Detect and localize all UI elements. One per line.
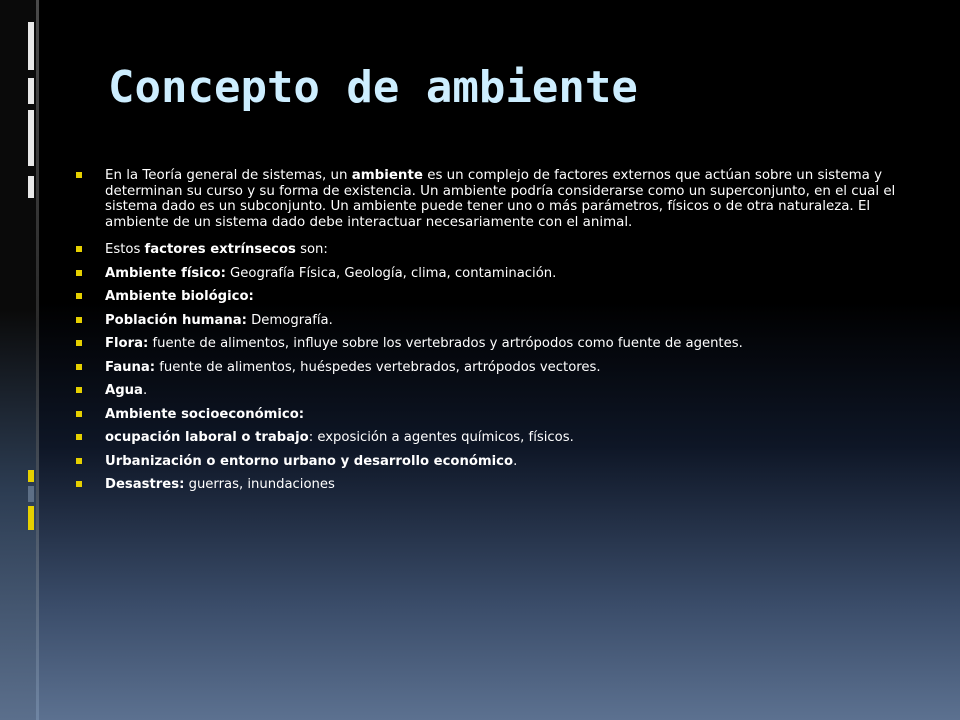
bullet-list [76, 168, 911, 501]
bullet-text: Geografía Física, Geología, clima, contaminación. [225, 265, 557, 281]
bullet-text: guerras, inundaciones [184, 477, 335, 492]
bullet-item [76, 289, 911, 304]
bullet-bold-text: Ambiente físico: [105, 265, 226, 281]
bullet-bold-text: Población humana: [105, 312, 247, 328]
left-decorative-band [0, 0, 38, 720]
decorative-bar [28, 110, 34, 166]
bullet-item [76, 168, 911, 230]
bullet-bold-text: ocupación laboral o trabajo [105, 430, 309, 445]
decorative-bar [28, 78, 34, 104]
bullet-bold-text: Flora: [105, 336, 149, 351]
bullet-text: fuente de alimentos, influye sobre los vertebrados y artrópodos como fuente de agentes. [148, 336, 743, 351]
square-bullet-icon [76, 387, 82, 393]
bullet-item [76, 477, 911, 492]
bullet-bold-text: ambiente [351, 168, 423, 183]
bullet-item [76, 336, 911, 351]
bullet-text: . [142, 383, 148, 398]
slide-title: Concepto de ambiente [108, 62, 638, 113]
decorative-bar [28, 176, 34, 198]
bullet-text: En la Teoría general de sistemas, un [105, 168, 352, 183]
square-bullet-icon [76, 340, 82, 346]
decorative-bar [28, 22, 34, 70]
bullet-bold-text: Urbanización o entorno urbano y desarrollo económico [105, 453, 514, 469]
bullet-item [76, 407, 911, 422]
bullet-text: : exposición a agentes químicos, físicos. [308, 430, 574, 445]
bullet-item [76, 383, 911, 398]
bullet-item [76, 266, 911, 281]
left-band-edge [36, 0, 39, 720]
square-bullet-icon [76, 172, 82, 178]
decorative-bar [28, 486, 34, 502]
square-bullet-icon [76, 458, 82, 464]
bullet-bold-text: Ambiente biológico: [105, 289, 254, 304]
square-bullet-icon [76, 317, 82, 323]
bullet-bold-text: Ambiente socioeconómico: [105, 406, 305, 422]
bullet-text: Estos [105, 242, 145, 257]
square-bullet-icon [76, 270, 82, 276]
bullet-item [76, 360, 911, 375]
bullet-text: son: [295, 242, 328, 257]
square-bullet-icon [76, 293, 82, 299]
square-bullet-icon [76, 411, 82, 417]
bullet-text: Demografía. [246, 312, 333, 328]
bullet-bold-text: factores extrínsecos [144, 242, 296, 257]
square-bullet-icon [76, 364, 82, 370]
decorative-bar [28, 506, 34, 530]
bullet-item [76, 454, 911, 469]
bullet-item [76, 313, 911, 328]
bullet-item [76, 242, 911, 257]
square-bullet-icon [76, 434, 82, 440]
bullet-text: fuente de alimentos, huéspedes vertebrados, artrópodos vectores. [155, 359, 601, 375]
bullet-bold-text: Desastres: [105, 477, 185, 492]
bullet-text: . [513, 453, 518, 469]
bullet-text: es un complejo de factores externos que actúan sobre un sistema y determinan su curso y su forma de existencia. Un ambiente podría considerarse como un superconjunto, en el cual el sistema dado es un subconjunto. Un ambiente puede tener uno o más parámetros, físicos o de otra naturaleza. El ambiente de un sistema dado debe interactuar necesariamente con el animal. [105, 168, 896, 230]
square-bullet-icon [76, 481, 82, 487]
bullet-item [76, 430, 911, 445]
decorative-bar [28, 470, 34, 482]
bullet-bold-text: Agua [105, 383, 143, 398]
bullet-bold-text: Fauna: [105, 359, 156, 375]
square-bullet-icon [76, 246, 82, 252]
